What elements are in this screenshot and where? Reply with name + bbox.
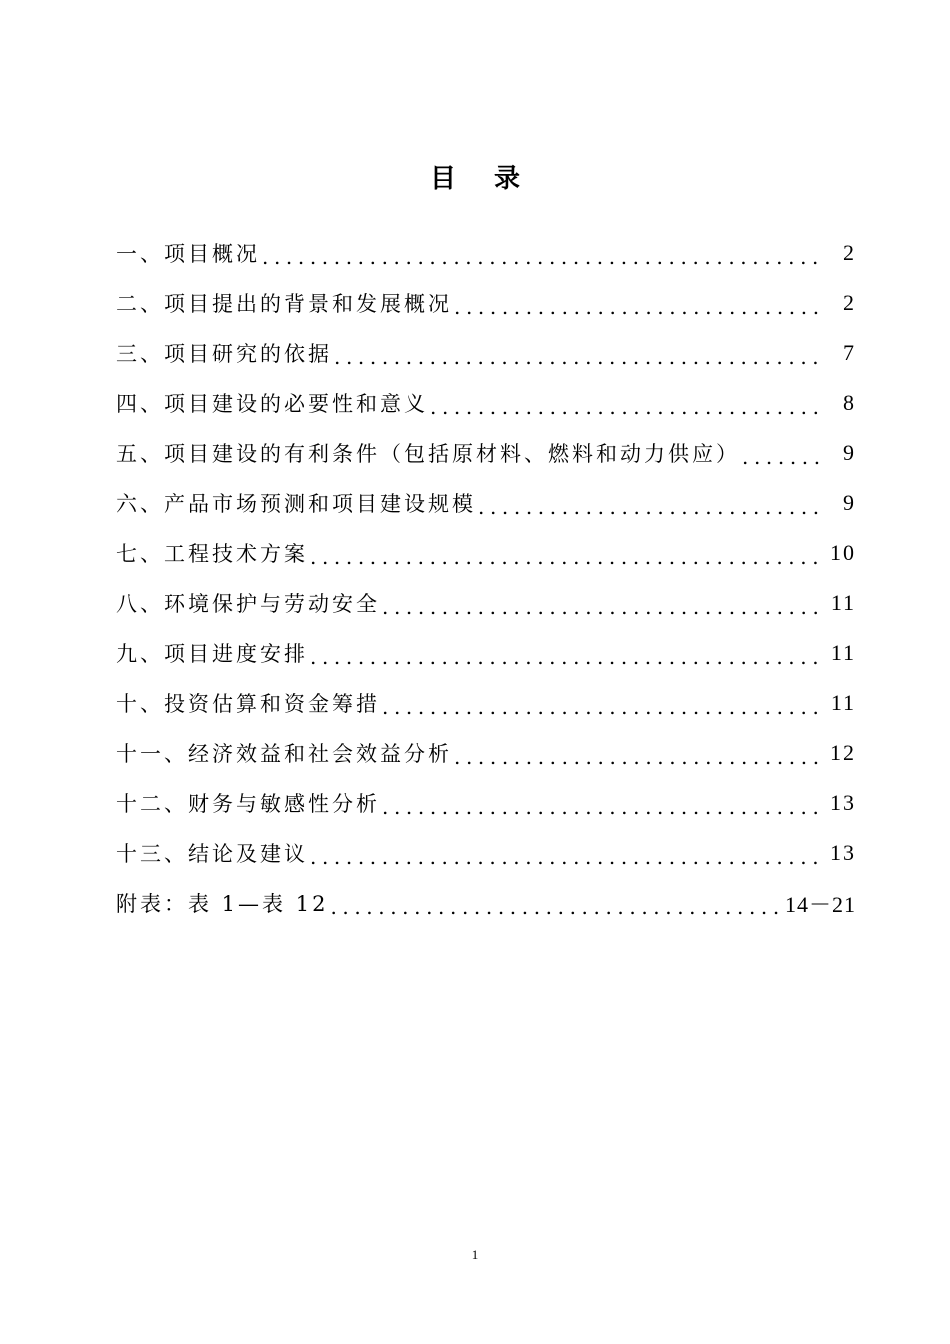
toc-entry-page: 11 (830, 690, 856, 715)
toc-entry[interactable] (116, 478, 856, 528)
toc-entry[interactable] (116, 428, 856, 478)
dot-leader (382, 695, 824, 719)
dot-leader (478, 495, 824, 519)
toc-entry[interactable] (116, 578, 856, 628)
table-of-contents (116, 228, 856, 928)
toc-entry[interactable] (116, 678, 856, 728)
dot-leader (742, 445, 824, 469)
toc-entry-page: 14－21 (784, 891, 856, 917)
toc-entry[interactable] (116, 778, 856, 828)
toc-entry-page: 12 (830, 740, 856, 765)
toc-entry-label: 十二、财务与敏感性分析 (116, 792, 380, 816)
toc-entry[interactable] (116, 878, 856, 928)
toc-entry-page: 2 (843, 290, 856, 315)
dot-leader (310, 545, 824, 569)
toc-entry-page: 2 (843, 240, 856, 265)
toc-entry-label: 二、项目提出的背景和发展概况 (116, 292, 452, 316)
toc-entry[interactable] (116, 728, 856, 778)
toc-entry-label: 一、项目概况 (116, 242, 260, 266)
toc-entry[interactable] (116, 828, 856, 878)
toc-entry[interactable] (116, 628, 856, 678)
dot-leader (430, 395, 824, 419)
toc-entry-label: 五、项目建设的有利条件（包括原材料、燃料和动力供应） (116, 442, 740, 466)
dot-leader (262, 245, 824, 269)
dot-leader (382, 595, 824, 619)
toc-entry-label: 八、环境保护与劳动安全 (116, 592, 380, 616)
toc-entry-page: 9 (843, 440, 856, 465)
toc-entry[interactable] (116, 228, 856, 278)
toc-entry-label: 十三、结论及建议 (116, 842, 308, 866)
toc-entry-label: 六、产品市场预测和项目建设规模 (116, 492, 476, 516)
dot-leader (334, 345, 824, 369)
toc-entry-label: 九、项目进度安排 (116, 642, 308, 666)
dot-leader (310, 845, 824, 869)
dot-leader (310, 645, 824, 669)
toc-entry-page: 11 (830, 640, 856, 665)
toc-entry-page: 7 (843, 340, 856, 365)
toc-entry-page: 9 (843, 490, 856, 515)
dot-leader (454, 295, 824, 319)
toc-entry[interactable] (116, 378, 856, 428)
toc-entry-label: 十一、经济效益和社会效益分析 (116, 742, 452, 766)
toc-entry-page: 13 (830, 840, 856, 865)
toc-entry-page: 11 (830, 590, 856, 615)
toc-entry-page: 13 (830, 790, 856, 815)
toc-entry[interactable] (116, 278, 856, 328)
page-number: 1 (471, 1247, 479, 1262)
toc-title-left: 目 (429, 164, 456, 194)
toc-title-right: 录 (494, 164, 521, 194)
toc-entry-page: 10 (830, 540, 856, 565)
dot-leader (454, 745, 824, 769)
toc-entry[interactable] (116, 328, 856, 378)
toc-entry[interactable] (116, 528, 856, 578)
dot-leader (330, 895, 778, 919)
toc-entry-label: 四、项目建设的必要性和意义 (116, 392, 428, 416)
toc-entry-label: 十、投资估算和资金筹措 (116, 692, 380, 716)
dot-leader (382, 795, 824, 819)
toc-title (0, 158, 950, 195)
toc-entry-label: 七、工程技术方案 (116, 542, 308, 566)
toc-entry-label: 三、项目研究的依据 (116, 342, 332, 366)
toc-entry-page: 8 (843, 390, 856, 415)
toc-entry-label: 附表：表 1—表 12 (116, 892, 329, 916)
